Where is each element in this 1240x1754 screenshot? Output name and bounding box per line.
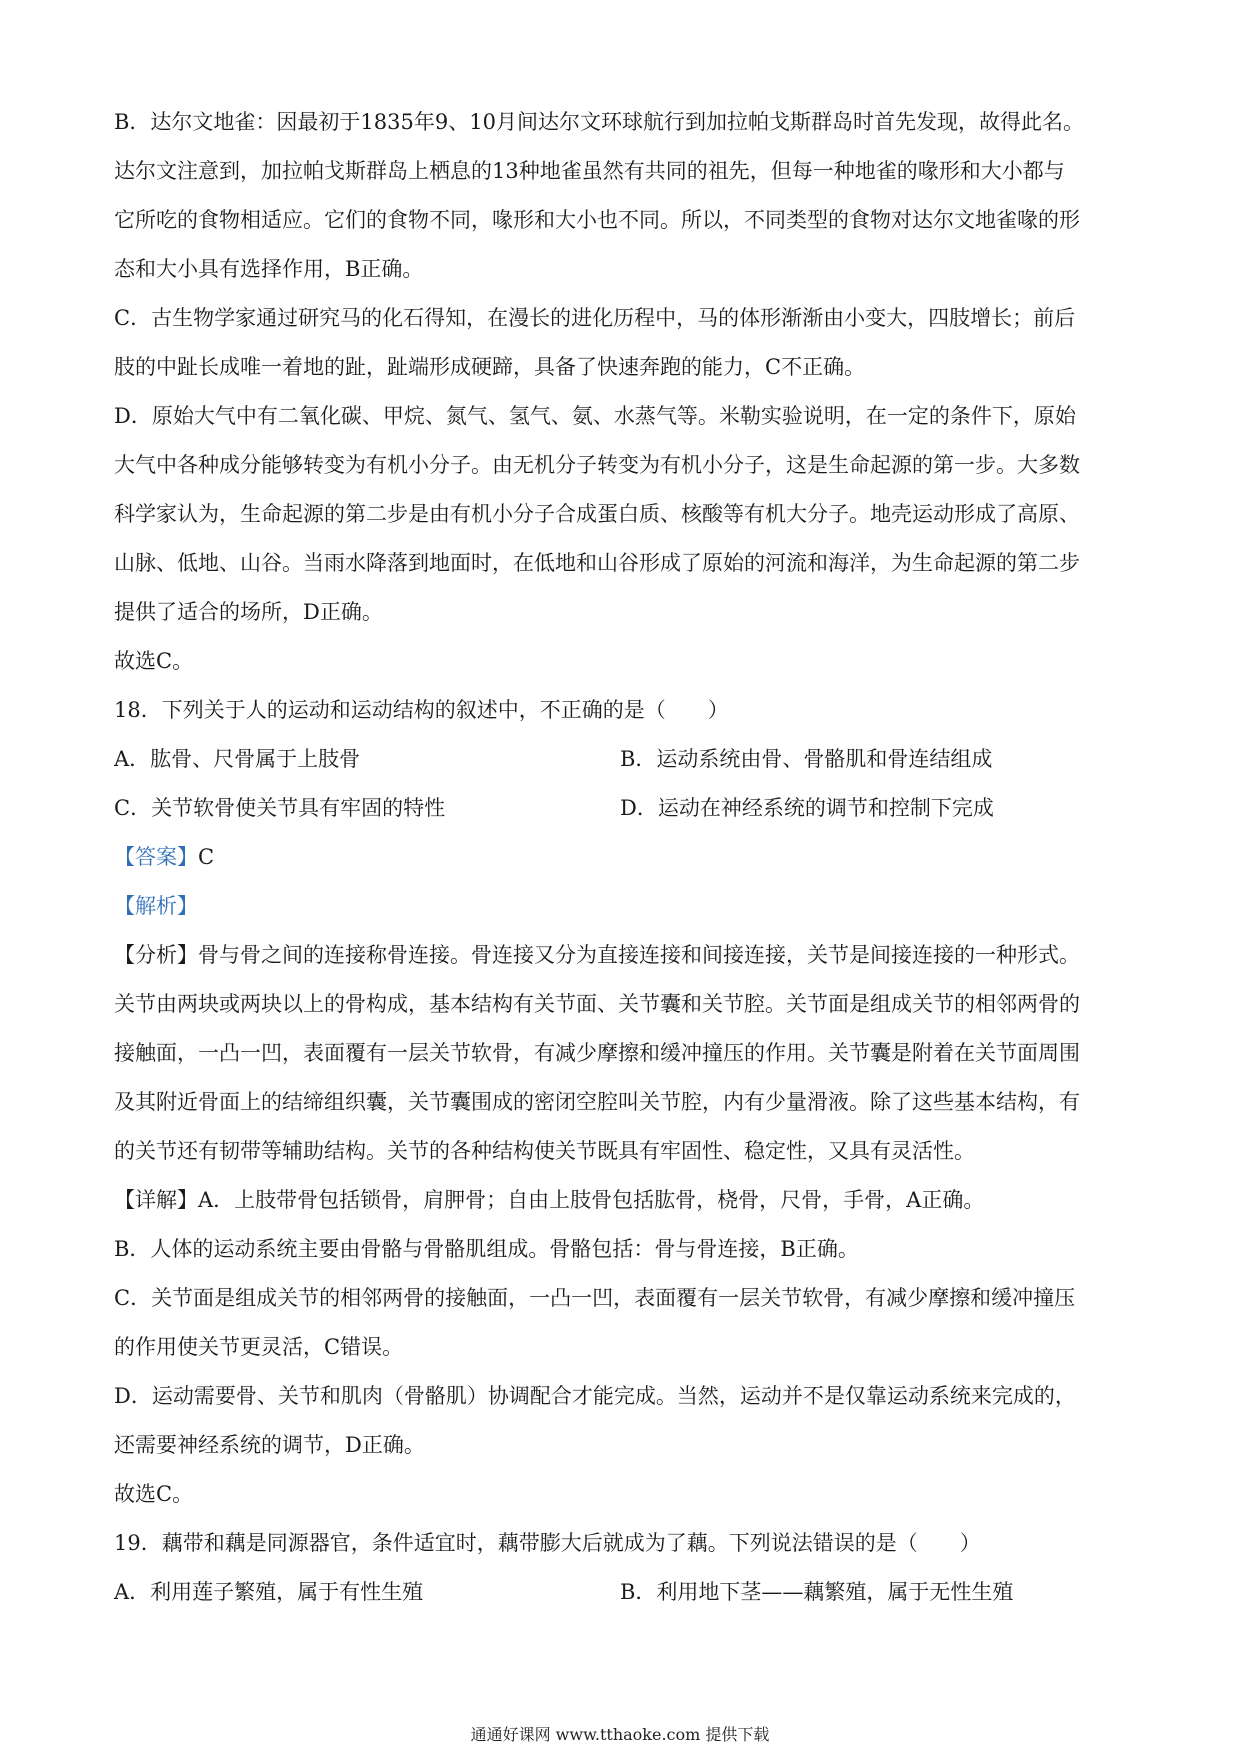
xiangjie-tag: 【详解】 — [114, 1188, 198, 1212]
q18-option-b: B．运动系统由骨、骨骼肌和骨连结组成 — [620, 747, 993, 771]
q17-text-line: 肢的中趾长成唯一着地的趾，趾端形成硬蹄，具备了快速奔跑的能力，C不正确。 — [114, 355, 866, 379]
xiangjie-text: A．上肢带骨包括锁骨，肩胛骨；自由上肢骨包括肱骨，桡骨，尺骨，手骨，A正确。 — [198, 1188, 985, 1212]
q17-text-line: 科学家认为，生命起源的第二步是由有机小分子合成蛋白质、核酸等有机大分子。地壳运动形成了高原、 — [114, 502, 1080, 526]
q18-stem: 18．下列关于人的运动和运动结构的叙述中，不正确的是（ ） — [114, 698, 729, 722]
q18-fenxi-line — [114, 931, 1128, 980]
q17-conclusion: 故选C。 — [114, 649, 194, 673]
q17-text-line: 态和大小具有选择作用，B正确。 — [114, 257, 424, 281]
q18-options-row-1 — [114, 735, 1128, 784]
q18-fenxi-line: 关节由两块或两块以上的骨构成，基本结构有关节面、关节囊和关节腔。关节面是组成关节的相邻两骨的 — [114, 992, 1080, 1016]
document-page — [114, 98, 1128, 1617]
q17-text-line: 提供了适合的场所，D正确。 — [114, 600, 383, 624]
q18-xiangjie-line: 的作用使关节更灵活，C错误。 — [114, 1335, 404, 1359]
q17-text-line: 达尔文注意到，加拉帕戈斯群岛上栖息的13种地雀虽然有共同的祖先，但每一种地雀的喙形和大小都与 — [114, 159, 1065, 183]
q18-xiangjie-line: C．关节面是组成关节的相邻两骨的接触面，一凸一凹，表面覆有一层关节软骨，有减少摩擦和缓冲撞压 — [114, 1286, 1076, 1310]
fenxi-tag: 【分析】 — [114, 943, 198, 967]
q18-fenxi-line: 及其附近骨面上的结缔组织囊，关节囊围成的密闭空腔叫关节腔，内有少量滑液。除了这些基本结构，有 — [114, 1090, 1080, 1114]
q17-text-line: B．达尔文地雀：因最初于1835年9、10月间达尔文环球航行到加拉帕戈斯群岛时首先发现，故得此名。 — [114, 110, 1084, 134]
q18-answer — [114, 833, 1128, 882]
q17-text-line: 它所吃的食物相适应。它们的食物不同，喙形和大小也不同。所以，不同类型的食物对达尔文地雀喙的形 — [114, 208, 1080, 232]
q17-text-line: 大气中各种成分能够转变为有机小分子。由无机分子转变为有机小分子，这是生命起源的第一步。大多数 — [114, 453, 1080, 477]
q18-xiangjie-line: 还需要神经系统的调节，D正确。 — [114, 1433, 425, 1457]
q18-analysis-heading — [114, 882, 1128, 931]
page-footer: 通通好课网 www.tthaoke.com 提供下载 — [470, 1725, 770, 1744]
q18-option-a: A．肱骨、尺骨属于上肢骨 — [114, 747, 361, 771]
q17-text-line: C．古生物学家通过研究马的化石得知，在漫长的进化历程中，马的体形渐渐由小变大，四肢增长；前后 — [114, 306, 1076, 330]
q18-xiangjie-line: D．运动需要骨、关节和肌肉（骨骼肌）协调配合才能完成。当然，运动并不是仅靠运动系统来完成的， — [114, 1384, 1076, 1408]
q17-text-line: 山脉、低地、山谷。当雨水降落到地面时，在低地和山谷形成了原始的河流和海洋，为生命起源的第二步 — [114, 551, 1080, 575]
q19-options-row-1 — [114, 1568, 1128, 1617]
q19-option-a: A．利用莲子繁殖，属于有性生殖 — [114, 1580, 424, 1604]
q18-fenxi-line: 的关节还有韧带等辅助结构。关节的各种结构使关节既具有牢固性、稳定性，又具有灵活性。 — [114, 1139, 975, 1163]
q18-conclusion: 故选C。 — [114, 1482, 194, 1506]
q17-text-line: D．原始大气中有二氧化碳、甲烷、氮气、氢气、氨、水蒸气等。米勒实验说明，在一定的条件下，原始 — [114, 404, 1076, 428]
analysis-tag: 【解析】 — [114, 894, 198, 918]
q18-options-row-2 — [114, 784, 1128, 833]
answer-value: C — [198, 845, 215, 869]
q18-xiangjie-line — [114, 1176, 1128, 1225]
q18-option-c: C．关节软骨使关节具有牢固的特性 — [114, 796, 446, 820]
q19-stem: 19．藕带和藕是同源器官，条件适宜时，藕带膨大后就成为了藕。下列说法错误的是（ ） — [114, 1531, 981, 1555]
fenxi-text: 骨与骨之间的连接称骨连接。骨连接又分为直接连接和间接连接，关节是间接连接的一种形式。 — [198, 943, 1080, 967]
q18-xiangjie-line: B．人体的运动系统主要由骨骼与骨骼肌组成。骨骼包括：骨与骨连接，B正确。 — [114, 1237, 859, 1261]
q18-option-d: D．运动在神经系统的调节和控制下完成 — [620, 796, 994, 820]
q18-fenxi-line: 接触面，一凸一凹，表面覆有一层关节软骨，有减少摩擦和缓冲撞压的作用。关节囊是附着在关节面周围 — [114, 1041, 1080, 1065]
q19-option-b: B．利用地下茎——藕繁殖，属于无性生殖 — [620, 1580, 1014, 1604]
answer-tag: 【答案】 — [114, 845, 198, 869]
